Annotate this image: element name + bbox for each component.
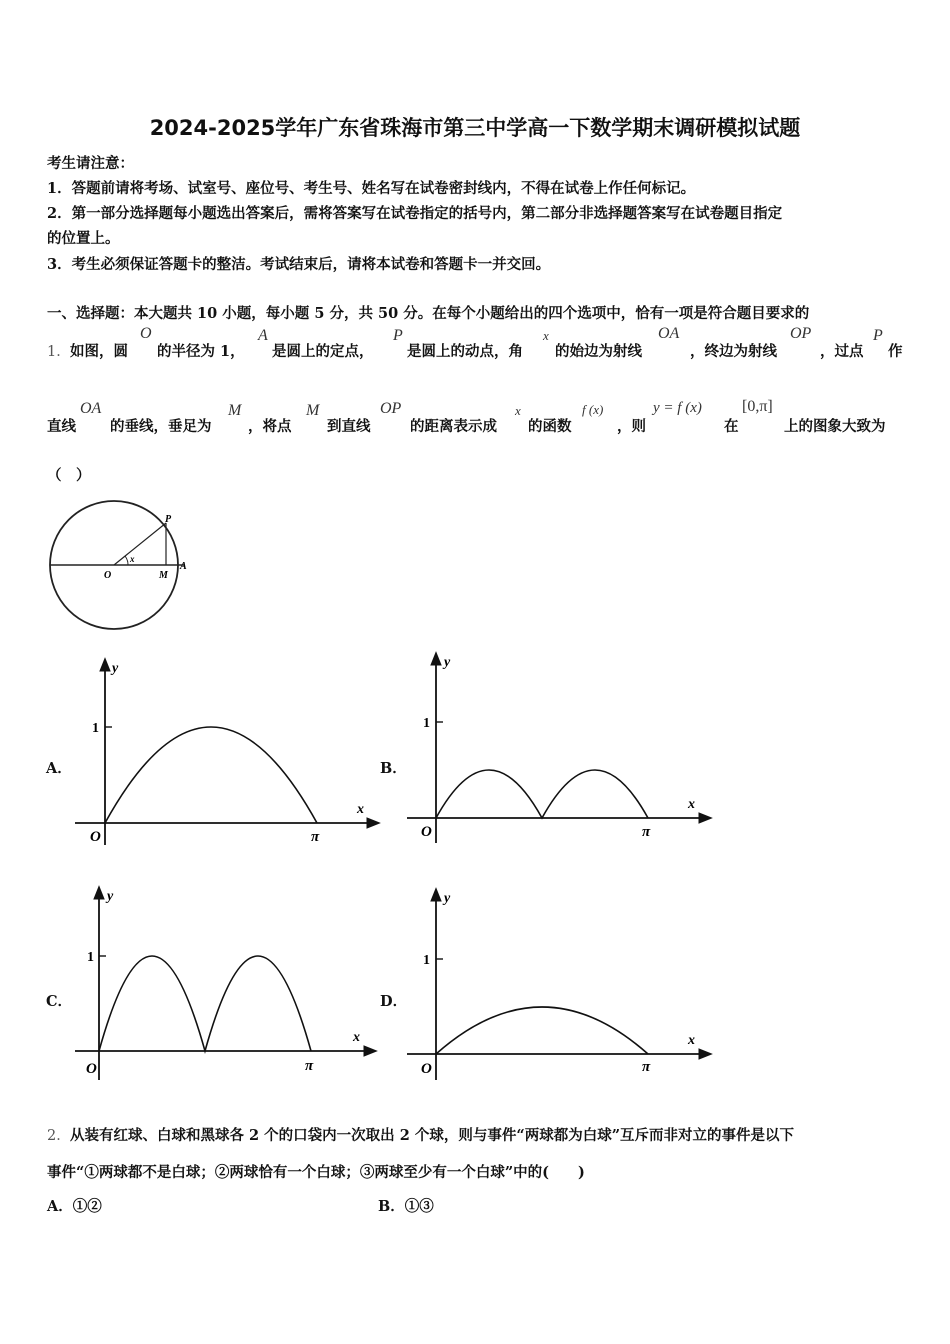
q1-math: M — [306, 402, 320, 419]
graph-a — [70, 650, 390, 855]
q1-text: 在 — [724, 418, 739, 435]
q1-text: ，过点 — [820, 343, 864, 360]
option-b-label[interactable]: B． — [380, 760, 407, 777]
q1-text: 是圆上的动点，角 — [407, 343, 523, 360]
curve — [436, 1007, 648, 1054]
q1-math: x — [515, 403, 521, 418]
q1-text: 的距离表示成 — [410, 418, 497, 435]
option-c-label[interactable]: C． — [46, 993, 73, 1010]
page-title: 2024-2025学年广东省珠海市第三中学高一下数学期末调研模拟试题 — [149, 116, 801, 140]
origin-label: O — [421, 1061, 432, 1077]
notice-heading: 考生请注意： — [47, 155, 134, 172]
q1-text: 作 — [888, 343, 903, 360]
graph-b — [402, 648, 722, 853]
section-heading: 一、选择题：本大题共 10 小题，每小题 5 分，共 50 分。在每个小题给出的四个选项中，恰有一项是符合题目要求的 — [47, 305, 810, 322]
angle-arc — [125, 556, 128, 565]
label-o: O — [104, 570, 112, 581]
q1-math: P — [393, 327, 403, 344]
q2-option-b[interactable] — [378, 1195, 434, 1216]
x-label: x — [688, 797, 695, 812]
graph-d — [402, 880, 722, 1085]
y-label: y — [444, 891, 451, 906]
one-label: 1 — [87, 950, 94, 965]
ray-op — [114, 523, 166, 565]
q2-line-2: 事件“①两球都不是白球；②两球恰有一个白球；③两球至少有一个白球”中的( ) — [47, 1164, 585, 1181]
origin-label: O — [421, 824, 432, 840]
one-label: 1 — [92, 721, 99, 736]
q1-math: [0,π] — [742, 398, 773, 415]
notice-item-2-cont: 的位置上。 — [47, 230, 120, 247]
curve — [436, 770, 648, 818]
pi-label: π — [642, 824, 651, 840]
q2-line-1: 从装有红球、白球和黑球各 2 个的口袋内一次取出 2 个球，则与事件“两球都为白球”互斥而非对立的事件是以下 — [70, 1127, 795, 1144]
q1-text: 的始边为射线 — [555, 343, 642, 360]
label-p: P — [165, 514, 172, 525]
q1-math: x — [543, 328, 549, 343]
x-label: x — [357, 802, 364, 817]
q1-text: 上的图象大致为 — [784, 418, 886, 435]
pi-label: π — [311, 829, 320, 845]
q1-math: P — [873, 327, 883, 344]
option-a-label[interactable]: A． — [46, 760, 72, 777]
q1-text: 如图，圆 — [70, 343, 128, 360]
q2-number: 2． — [47, 1128, 71, 1144]
q1-math: f (x) — [582, 402, 604, 417]
origin-label: O — [90, 829, 101, 845]
q1-text: 的半径为 1， — [157, 343, 245, 360]
q2-option-b-text: ①③ — [404, 1198, 434, 1215]
q1-text: ，将点 — [248, 418, 292, 435]
pi-label: π — [305, 1058, 314, 1074]
circle-figure — [44, 496, 194, 636]
q2-option-b-label: B． — [378, 1198, 405, 1215]
q1-number: 1． — [47, 344, 71, 360]
q1-math: y = f (x) — [653, 400, 702, 416]
q1-paren: （ ） — [47, 467, 91, 484]
q1-math: M — [228, 402, 242, 419]
curve — [105, 727, 317, 823]
q1-text: 直线 — [47, 418, 76, 435]
q2-option-a[interactable] — [47, 1195, 102, 1216]
one-label: 1 — [423, 716, 430, 731]
x-label: x — [353, 1030, 360, 1045]
label-m: M — [159, 570, 168, 581]
q1-math: OP — [380, 400, 402, 417]
curve — [99, 956, 311, 1051]
graph-c — [70, 880, 390, 1085]
q1-math: O — [140, 325, 152, 342]
q1-math: OP — [790, 325, 812, 342]
q2-option-a-label: A． — [47, 1198, 73, 1215]
q1-text: 是圆上的定点， — [272, 343, 374, 360]
q1-text: ，则 — [617, 418, 646, 435]
q1-text: 到直线 — [327, 418, 371, 435]
one-label: 1 — [423, 953, 430, 968]
q1-text: 的函数 — [528, 418, 572, 435]
q1-text: ，终边为射线 — [690, 343, 777, 360]
pi-label: π — [642, 1059, 651, 1075]
q2-option-a-text: ①② — [72, 1198, 102, 1215]
y-label: y — [444, 655, 451, 670]
notice-item-3: 3．考生必须保证答题卡的整洁。考试结束后，请将本试卷和答题卡一并交回。 — [47, 256, 551, 273]
label-x: x — [130, 554, 135, 564]
y-label: y — [112, 661, 119, 676]
notice-item-1: 1．答题前请将考场、试室号、座位号、考生号、姓名写在试卷密封线内，不得在试卷上作任何标记。 — [47, 180, 696, 197]
y-label: y — [107, 889, 114, 904]
x-label: x — [688, 1033, 695, 1048]
origin-label: O — [86, 1061, 97, 1077]
q1-text: 的垂线，垂足为 — [110, 418, 212, 435]
q1-math: A — [258, 327, 268, 344]
option-d-label[interactable]: D． — [380, 993, 408, 1010]
q1-math: OA — [658, 325, 680, 342]
notice-item-2: 2．第一部分选择题每小题选出答案后，需将答案写在试卷指定的括号内，第二部分非选择题答案写在试卷题目指定 — [47, 205, 783, 222]
q1-math: OA — [80, 400, 102, 417]
label-a: A — [180, 561, 187, 572]
